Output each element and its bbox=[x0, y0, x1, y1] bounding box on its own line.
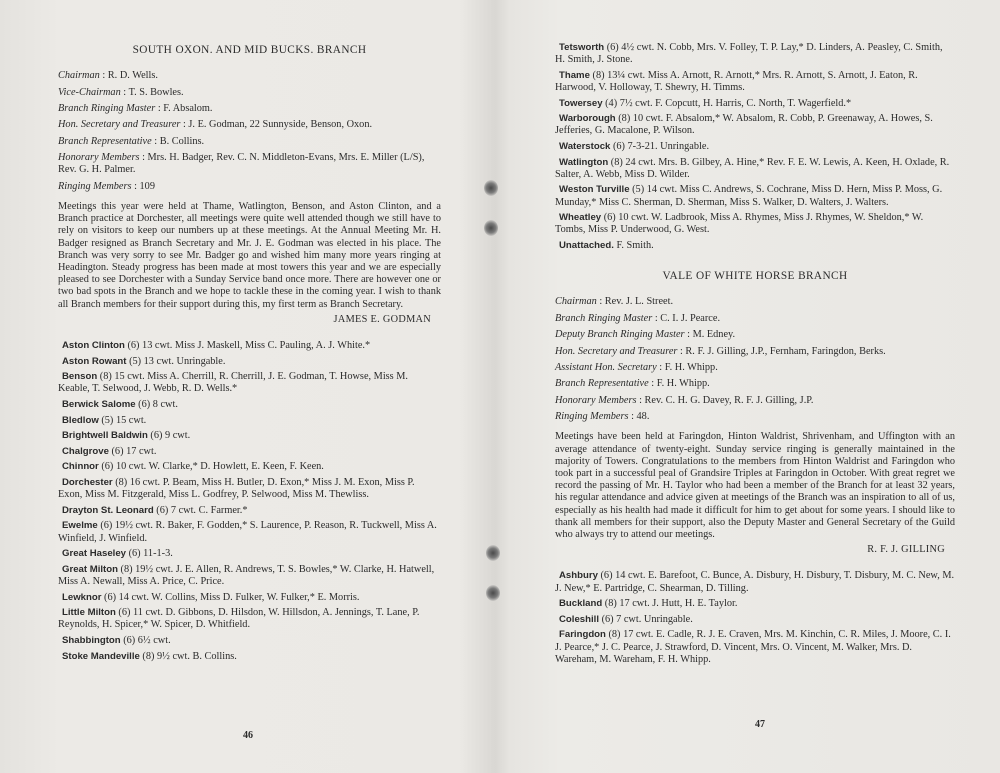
tower-details: (6) 19½ cwt. R. Baker, F. Godden,* S. Laurence, P. Reason, R. Tuckwell, Miss A. Winfield, J. Winfield. bbox=[58, 520, 437, 544]
tower-name: Little Milton bbox=[62, 607, 116, 619]
branch-report: Meetings this year were held at Thame, Watlington, Benson, and Aston Clinton, and a Branch practice at Dorchester, all meetings were quite well attended though we still have to rely on visitors to keep our numbers up at these meetings. At the Annual Meeting Mr. H. Badger resigned as Branch Secretary and Mr. J. E. Godman was elected in his place. The Branch was very sorry to see Mr. Badger go and wished him many more years ringing at Headington. Steady progress has been made at most towers this year and we are especially pleased to see Dorchester with a Sunday Service band once more. There are however one or two bad spots in the Branch and we hope to tackle these in the coming year. I wish to thank all Branch members for their support during this, my first term as Branch Secretary. bbox=[58, 200, 441, 310]
tower-entry bbox=[555, 70, 955, 94]
branch-report: Meetings have been held at Faringdon, Hinton Waldrist, Shrivenham, and Uffington with an average attendance of twenty-eight. Sunday service ringing is generally maintained in the majority of Towers. Congratulations to the members from Hinton Waldrist and Faringdon who took part in a successful peal of Grandsire Triples at Faringdon in October. With great regret we record the passing of Mr. H. Taylor who had been a member of the Branch for at least 32 years, his regular attendance and advice given at meetings of the Branch was an inspiration to all of us, especially as his health had made it difficult for him to get about for some years. I should like to thank all members for their support, also the Deputy Master and General Secretary of the Guild who always try to attend our meetings. bbox=[555, 431, 955, 540]
tower-details: (6) 10 cwt. W. Clarke,* D. Howlett, E. Keen, F. Keen. bbox=[101, 461, 324, 473]
tower-name: Thame bbox=[559, 69, 590, 81]
tower-details: (8) 9½ cwt. B. Collins. bbox=[142, 650, 237, 662]
officer-entry: Vice-Chairman : T. S. Bowles. bbox=[58, 86, 184, 98]
tower-details: (8) 15 cwt. Miss A. Cherrill, R. Cherrill, J. E. Godman, T. Howse, Miss M. Keable, T. Selwood, J. Webb, R. D. Wells.* bbox=[58, 371, 408, 395]
tower-name: Brightwell Baldwin bbox=[62, 430, 148, 442]
tower-details: (8) 13¼ cwt. Miss A. Arnott, R. Arnott,* Mrs. R. Arnott, S. Arnott, J. Eaton, R. Harwood, V. Holloway, T. Shewry, H. Timms. bbox=[555, 69, 918, 93]
officer-entry: Branch Representative : B. Collins. bbox=[58, 135, 205, 147]
tower-details: (6) 8 cwt. bbox=[138, 398, 178, 410]
tower-entry bbox=[58, 520, 441, 544]
tower-entry bbox=[555, 141, 955, 153]
tower-entry bbox=[555, 614, 955, 626]
towers-list bbox=[555, 570, 955, 666]
officer-value: F. Absalom. bbox=[163, 102, 213, 114]
tower-name: Benson bbox=[62, 371, 98, 383]
tower-name: Shabbington bbox=[62, 634, 121, 646]
tower-entry bbox=[58, 399, 441, 411]
officer-value: T. S. Bowles. bbox=[128, 86, 184, 98]
tower-name: Stoke Mandeville bbox=[62, 650, 140, 662]
tower-entry bbox=[555, 98, 955, 110]
officer-value: C. I. J. Pearce. bbox=[660, 312, 721, 324]
officer-entry: Branch Ringing Master : C. I. J. Pearce. bbox=[555, 312, 721, 324]
officer-value: J. E. Godman, 22 Sunnyside, Benson, Oxon. bbox=[188, 119, 373, 131]
tower-details: (8) 24 cwt. Mrs. B. Gilbey, A. Hine,* Rev. F. E. W. Lewis, A. Keen, H. Oxlade, R. Salter, A. Webb, Miss D. Wilder. bbox=[555, 156, 950, 180]
tower-details: (6) 10 cwt. W. Ladbrook, Miss A. Rhymes, Miss J. Rhymes, W. Sheldon,* W. Tombs, Miss P. Underwood, G. West. bbox=[555, 212, 924, 236]
officer-value: F. H. Whipp. bbox=[656, 378, 710, 390]
officer-value: R. D. Wells. bbox=[107, 70, 158, 82]
tower-details: (6) 4½ cwt. N. Cobb, Mrs. V. Folley, T. P. Lay,* D. Linders, A. Peasley, C. Smith, H. Smith, J. Stone. bbox=[555, 42, 943, 66]
report-signature: R. F. J. GILLING bbox=[867, 544, 945, 556]
tower-details: (8) 17 cwt. J. Hutt, H. E. Taylor. bbox=[604, 598, 738, 610]
officer-entry: Chairman : Rev. J. L. Street. bbox=[555, 296, 674, 308]
officer-role: Vice-Chairman bbox=[58, 86, 121, 98]
page-number: 47 bbox=[755, 719, 765, 730]
tower-name: Faringdon bbox=[559, 629, 606, 641]
tower-entry bbox=[555, 42, 955, 66]
tower-entry bbox=[555, 184, 955, 208]
tower-entry bbox=[58, 505, 441, 517]
branch-heading: SOUTH OXON. AND MID BUCKS. BRANCH bbox=[132, 44, 367, 56]
right-page-content bbox=[555, 42, 955, 669]
officer-entry: Chairman : R. D. Wells. bbox=[58, 70, 158, 82]
officer-entry: Hon. Secretary and Treasurer : J. E. Godman, 22 Sunnyside, Benson, Oxon. bbox=[58, 119, 373, 131]
officers-list bbox=[58, 70, 441, 193]
tower-details: (6) 7 cwt. C. Farmer.* bbox=[156, 504, 248, 516]
tower-entry bbox=[58, 651, 441, 663]
tower-name: Weston Turville bbox=[559, 184, 630, 196]
tower-name: Warborough bbox=[559, 113, 616, 125]
tower-entry bbox=[58, 477, 441, 501]
tower-entry bbox=[58, 430, 441, 442]
tower-entry bbox=[58, 564, 441, 588]
tower-name: Ewelme bbox=[62, 520, 98, 532]
tower-entry bbox=[555, 240, 955, 252]
officer-role: Honorary Members bbox=[58, 152, 140, 164]
tower-details: (5) 14 cwt. Miss C. Andrews, S. Cochrane, Miss D. Hern, Miss P. Moss, G. Munday,* Miss C. Sherman, D. Sherman, Miss S. Walker, D. Walters, J. Walters. bbox=[555, 184, 943, 208]
officer-entry: Assistant Hon. Secretary : F. H. Whipp. bbox=[555, 361, 718, 373]
towers-list bbox=[58, 340, 441, 663]
tower-details: (6) 6½ cwt. bbox=[123, 634, 171, 646]
tower-details: (4) 7½ cwt. F. Copcutt, H. Harris, C. North, T. Wagerfield.* bbox=[605, 97, 852, 109]
officer-value: R. F. J. Gilling, J.P., Fernham, Faringdon, Berks. bbox=[685, 345, 886, 357]
officer-entry: Branch Representative : F. H. Whipp. bbox=[555, 378, 710, 390]
tower-entry bbox=[555, 212, 955, 236]
officer-value: F. H. Whipp. bbox=[664, 361, 718, 373]
officer-role: Branch Representative bbox=[58, 135, 152, 147]
officer-role: Ringing Members bbox=[58, 180, 132, 192]
tower-details: (8) 16 cwt. P. Beam, Miss H. Butler, D. Exon,* Miss J. M. Exon, Miss P. Exon, Miss M. Fitzgerald, Miss L. Godfrey, P. Selwood, Miss M. Thewliss. bbox=[58, 476, 415, 501]
tower-details: F. Smith. bbox=[616, 239, 654, 251]
tower-name: Watlington bbox=[559, 156, 609, 168]
tower-entry bbox=[58, 548, 441, 560]
left-page-content bbox=[58, 42, 441, 666]
tower-name: Aston Clinton bbox=[62, 339, 125, 351]
tower-name: Ashbury bbox=[559, 570, 598, 582]
tower-name: Lewknor bbox=[62, 591, 102, 603]
tower-entry bbox=[58, 446, 441, 458]
tower-details: (6) 11-1-3. bbox=[128, 548, 173, 560]
officer-role: Deputy Branch Ringing Master bbox=[555, 329, 685, 341]
tower-name: Chalgrove bbox=[62, 445, 109, 457]
officer-entry: Honorary Members : Rev. C. H. G. Davey, R. F. J. Gilling, J.P. bbox=[555, 394, 814, 406]
tower-entry bbox=[58, 635, 441, 647]
officer-role: Chairman bbox=[58, 70, 100, 82]
tower-details: (6) 14 cwt. W. Collins, Miss D. Fulker, W. Fulker,* E. Morris. bbox=[104, 591, 360, 603]
tower-name: Tetsworth bbox=[559, 42, 605, 53]
tower-name: Chinnor bbox=[62, 461, 99, 473]
officer-value: 48. bbox=[636, 411, 650, 423]
page-number: 46 bbox=[243, 730, 253, 741]
officer-role: Branch Ringing Master bbox=[58, 102, 156, 114]
officer-role: Branch Representative bbox=[555, 378, 649, 390]
officer-entry: Ringing Members : 48. bbox=[555, 411, 650, 423]
officer-role: Honorary Members bbox=[555, 394, 637, 406]
towers-list-continued bbox=[555, 42, 955, 252]
officer-role: Chairman bbox=[555, 296, 597, 308]
tower-entry bbox=[58, 592, 441, 604]
officer-value: Mrs. H. Badger, Rev. C. N. Middleton-Evans, Mrs. E. Miller (L/S), Rev. G. H. Palmer. bbox=[58, 152, 425, 176]
tower-details: (8) 19½ cwt. J. E. Allen, R. Andrews, T. S. Bowles,* W. Clarke, H. Hatwell, Miss A. Newall, Miss A. Price, C. Price. bbox=[58, 563, 435, 587]
tower-name: Great Milton bbox=[62, 563, 118, 575]
tower-name: Coleshill bbox=[559, 613, 599, 625]
officer-entry: Ringing Members : 109 bbox=[58, 180, 155, 192]
tower-name: Unattached. bbox=[559, 239, 614, 251]
tower-details: (6) 17 cwt. bbox=[111, 445, 157, 457]
tower-details: (5) 13 cwt. Unringable. bbox=[129, 355, 226, 367]
tower-name: Wheatley bbox=[559, 212, 602, 224]
officer-role: Hon. Secretary and Treasurer bbox=[555, 345, 678, 357]
tower-details: (5) 15 cwt. bbox=[101, 414, 147, 426]
tower-details: (6) 7-3-21. Unringable. bbox=[612, 140, 710, 152]
officer-entry: Hon. Secretary and Treasurer : R. F. J. Gilling, J.P., Fernham, Faringdon, Berks. bbox=[555, 345, 886, 357]
tower-name: Bledlow bbox=[62, 414, 99, 426]
tower-details: (8) 10 cwt. F. Absalom,* W. Absalom, R. Cobb, P. Greenaway, A. Howes, S. Jefferies, G. Macalone, P. Wilson. bbox=[555, 113, 933, 137]
tower-name: Aston Rowant bbox=[62, 355, 127, 367]
report-signature: JAMES E. GODMAN bbox=[333, 313, 431, 325]
tower-entry bbox=[555, 629, 955, 666]
tower-entry bbox=[58, 340, 441, 352]
tower-details: (8) 17 cwt. E. Cadle, R. J. E. Craven, Mrs. M. Kinchin, C. R. Miles, J. Moore, C. I. J. Pearce,* J. C. Pearce, J. Strawford, D. Vincent, Mrs. O. Vincent, M. Walker, Mrs. D. Wareham, M. Wareham, F. H. Whipp. bbox=[555, 629, 951, 665]
tower-entry bbox=[555, 598, 955, 610]
officer-role: Hon. Secretary and Treasurer bbox=[58, 119, 181, 131]
officer-value: Rev. C. H. G. Davey, R. F. J. Gilling, J.P. bbox=[644, 394, 814, 406]
tower-entry bbox=[58, 415, 441, 427]
officer-role: Ringing Members bbox=[555, 411, 629, 423]
officer-entry: Honorary Members : Mrs. H. Badger, Rev. C. N. Middleton-Evans, Mrs. E. Miller (L/S), Rev. G. H. Palmer. bbox=[58, 152, 425, 176]
tower-name: Dorchester bbox=[62, 476, 113, 488]
officer-value: M. Edney. bbox=[692, 329, 736, 341]
tower-entry bbox=[555, 570, 955, 594]
tower-name: Drayton St. Leonard bbox=[62, 504, 154, 516]
officer-entry: Deputy Branch Ringing Master : M. Edney. bbox=[555, 329, 736, 341]
officers-list bbox=[555, 296, 955, 423]
officer-role: Assistant Hon. Secretary bbox=[555, 361, 657, 373]
officer-role: Branch Ringing Master bbox=[555, 312, 653, 324]
officer-value: 109 bbox=[139, 180, 155, 192]
tower-name: Berwick Salome bbox=[62, 398, 136, 410]
tower-details: (6) 9 cwt. bbox=[150, 430, 191, 442]
tower-details: (6) 7 cwt. Unringable. bbox=[601, 613, 693, 625]
tower-name: Towersey bbox=[559, 97, 603, 109]
tower-details: (6) 14 cwt. E. Barefoot, C. Bunce, A. Disbury, H. Disbury, T. Disbury, M. C. New, M. J. New,* E. Partridge, C. Shearman, D. Tilling. bbox=[555, 570, 955, 594]
tower-entry bbox=[58, 461, 441, 473]
officer-value: B. Collins. bbox=[159, 135, 205, 147]
tower-entry bbox=[555, 157, 955, 181]
tower-details: (6) 13 cwt. Miss J. Maskell, Miss C. Pauling, A. J. White.* bbox=[127, 339, 371, 351]
tower-entry bbox=[58, 356, 441, 368]
officer-value: Rev. J. L. Street. bbox=[604, 296, 674, 308]
tower-entry bbox=[58, 371, 441, 395]
branch-heading: VALE OF WHITE HORSE BRANCH bbox=[662, 270, 848, 283]
tower-entry bbox=[555, 113, 955, 137]
tower-name: Great Haseley bbox=[62, 548, 126, 560]
tower-details: (6) 11 cwt. D. Gibbons, D. Hilsdon, W. Hillsdon, A. Jennings, T. Lane, P. Reynolds, H. Spicer,* W. Spicer, D. Whitfield. bbox=[58, 607, 420, 631]
tower-name: Buckland bbox=[559, 598, 603, 610]
officer-entry: Branch Ringing Master : F. Absalom. bbox=[58, 102, 213, 114]
tower-entry bbox=[58, 607, 441, 631]
tower-name: Waterstock bbox=[559, 140, 611, 152]
